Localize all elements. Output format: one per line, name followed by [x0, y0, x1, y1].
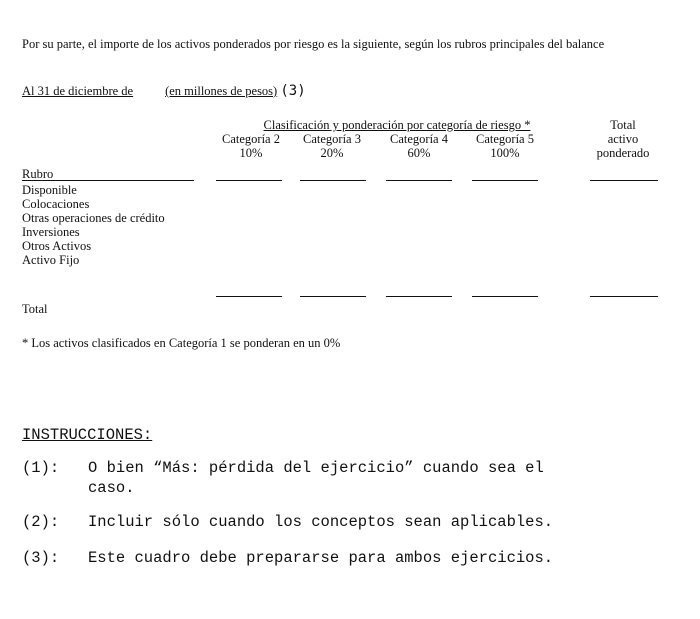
header-rule-total — [590, 180, 658, 181]
instruction-text: Incluir sólo cuando los conceptos sean aplicables. — [88, 513, 554, 531]
date-line — [22, 84, 306, 98]
instruction-1 — [22, 459, 692, 497]
total-rule-cat2 — [216, 296, 282, 297]
total-row-label: Total — [22, 302, 48, 316]
instruction-text-cont: caso. — [88, 479, 135, 497]
column-header-cat5: Categoría 5 100% — [476, 132, 534, 160]
units-label: (en millones de pesos) — [165, 84, 278, 98]
table-row: Disponible — [22, 183, 77, 197]
column-header-total: Total activo ponderado — [596, 118, 650, 160]
table-row: Otros Activos — [22, 239, 92, 253]
instruction-text: O bien “Más: pérdida del ejercicio” cuando sea el — [88, 459, 544, 477]
note-ref: (3) — [280, 83, 306, 99]
group-header: Clasificación y ponderación por categoría de riesgo * — [263, 118, 531, 132]
column-header-cat3: Categoría 3 20% — [303, 132, 361, 160]
instruction-2 — [22, 513, 553, 531]
table-row: Otras operaciones de crédito — [22, 211, 165, 225]
header-rule-cat2 — [216, 180, 282, 181]
instruction-3 — [22, 549, 553, 567]
table-row: Activo Fijo — [22, 253, 80, 267]
date-prefix: Al 31 de diciembre de — [22, 84, 134, 98]
column-header-cat4: Categoría 4 60% — [390, 132, 448, 160]
table-row: Colocaciones — [22, 197, 90, 211]
row-list — [22, 183, 165, 267]
total-rule-cat3 — [300, 296, 366, 297]
row-header-rule — [22, 180, 194, 181]
instruction-label: (2): — [22, 513, 60, 531]
table-row: Inversiones — [22, 225, 80, 239]
instruction-text: Este cuadro debe prepararse para ambos ejercicios. — [88, 549, 554, 567]
intro-paragraph: Por su parte, el importe de los activos ponderados por riesgo es la siguiente, según los rubros principales del balance — [22, 37, 605, 51]
column-header-cat2: Categoría 2 10% — [222, 132, 280, 160]
instructions-title: INSTRUCCIONES: — [22, 426, 153, 444]
header-rule-cat4 — [386, 180, 452, 181]
total-rule-cat4 — [386, 296, 452, 297]
row-header: Rubro — [22, 167, 54, 181]
instruction-label: (3): — [22, 549, 60, 567]
footnote: * Los activos clasificados en Categoría 1 se ponderan en un 0% — [22, 336, 341, 350]
instruction-label: (1): — [22, 459, 60, 477]
header-rule-cat3 — [300, 180, 366, 181]
header-rule-cat5 — [472, 180, 538, 181]
total-rule-total — [590, 296, 658, 297]
total-rule-cat5 — [472, 296, 538, 297]
